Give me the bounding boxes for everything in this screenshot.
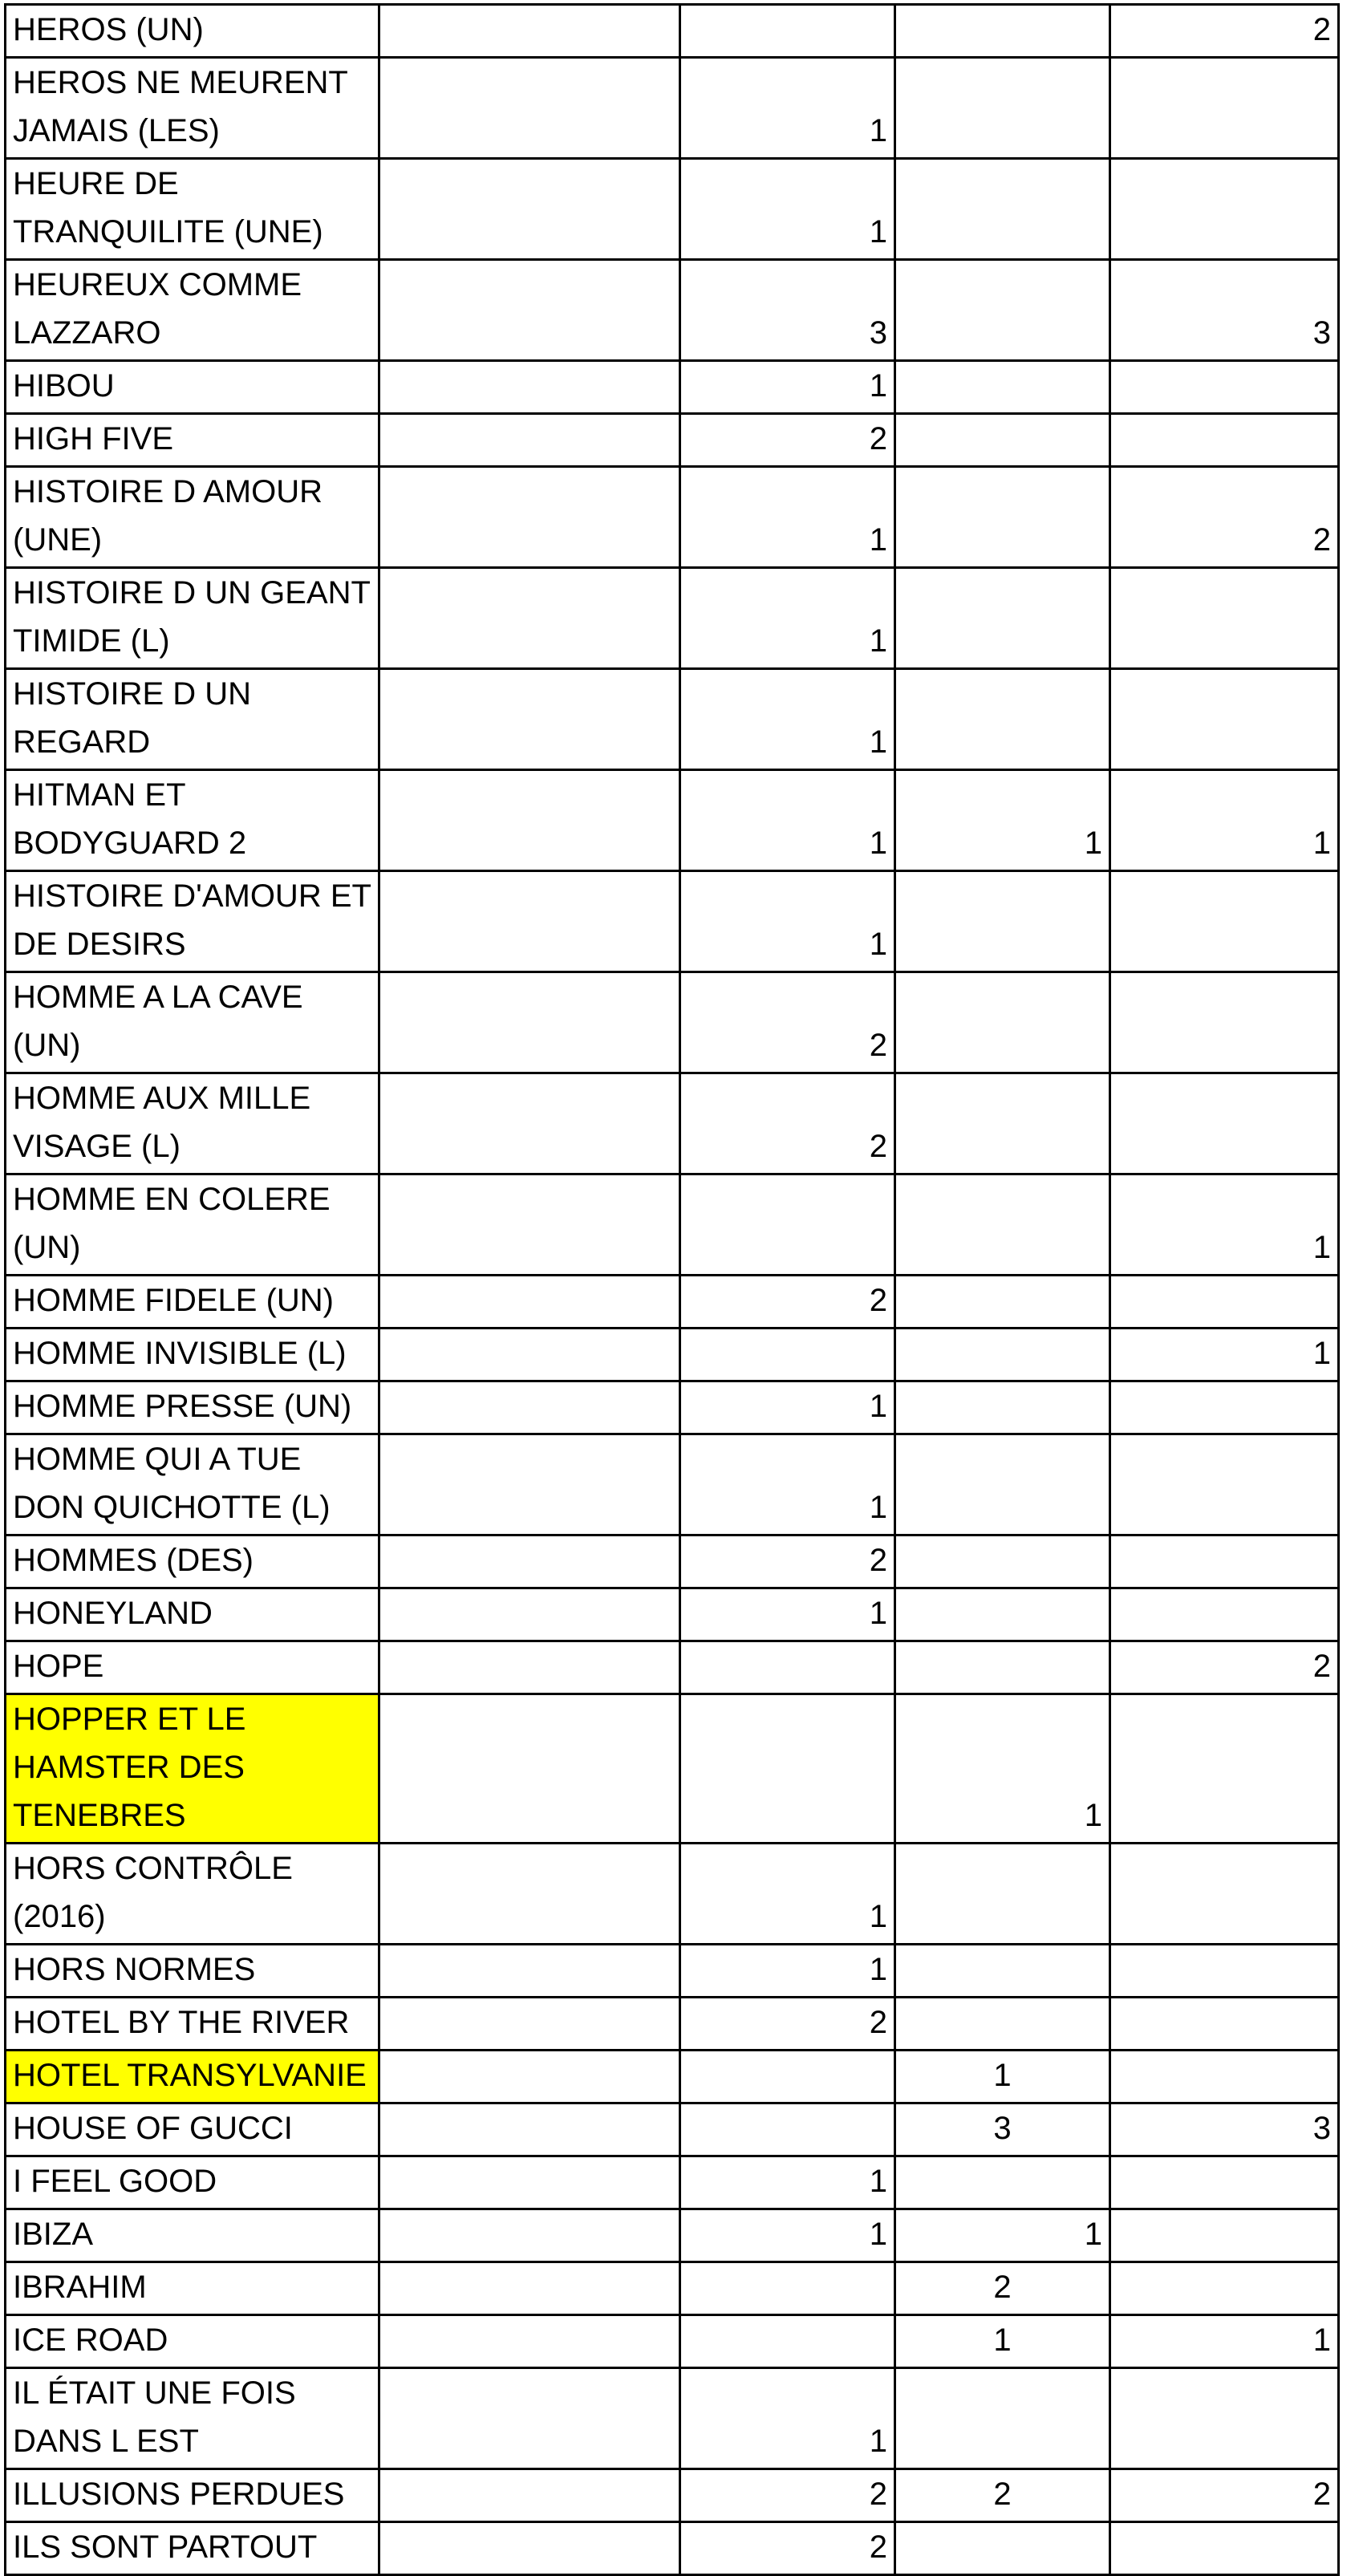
count-cell-c3[interactable]: 1 bbox=[680, 871, 895, 972]
count-cell-c3[interactable]: 1 bbox=[680, 2156, 895, 2209]
count-cell-c3[interactable] bbox=[680, 2315, 895, 2368]
count-cell-c4[interactable] bbox=[895, 58, 1110, 159]
count-cell-c5[interactable] bbox=[1110, 58, 1339, 159]
count-cell-c3[interactable] bbox=[680, 2103, 895, 2156]
count-cell-c2[interactable] bbox=[379, 2209, 680, 2262]
film-title-cell[interactable]: HEROS (UN) bbox=[6, 5, 379, 58]
table-row bbox=[6, 1434, 1339, 1535]
count-cell-c5[interactable] bbox=[1110, 2156, 1339, 2209]
count-cell-c3[interactable]: 2 bbox=[680, 972, 895, 1073]
count-cell-c2[interactable] bbox=[379, 770, 680, 871]
table-row bbox=[6, 568, 1339, 669]
table-row bbox=[6, 1844, 1339, 1945]
count-cell-c4[interactable]: 2 bbox=[895, 2469, 1110, 2522]
count-cell-c3[interactable]: 2 bbox=[680, 1073, 895, 1174]
table-row bbox=[6, 159, 1339, 260]
count-cell-c3[interactable]: 1 bbox=[680, 58, 895, 159]
count-cell-c5[interactable] bbox=[1110, 669, 1339, 770]
film-title-cell[interactable]: HOMME AUX MILLE VISAGE (L) bbox=[6, 1073, 379, 1174]
count-cell-c4[interactable] bbox=[895, 159, 1110, 260]
film-title-cell[interactable]: HOPE bbox=[6, 1641, 379, 1694]
count-cell-c2[interactable] bbox=[379, 669, 680, 770]
count-cell-c3[interactable] bbox=[680, 1174, 895, 1276]
count-cell-c2[interactable] bbox=[379, 871, 680, 972]
count-cell-c2[interactable] bbox=[379, 2156, 680, 2209]
table-row bbox=[6, 2368, 1339, 2469]
table-row bbox=[6, 1945, 1339, 1998]
count-cell-c4[interactable] bbox=[895, 1276, 1110, 1329]
count-cell-c3[interactable]: 1 bbox=[680, 1588, 895, 1641]
count-cell-c3[interactable] bbox=[680, 2051, 895, 2103]
table-row bbox=[6, 2156, 1339, 2209]
film-title-cell[interactable]: HISTOIRE D AMOUR (UNE) bbox=[6, 467, 379, 568]
count-cell-c2[interactable] bbox=[379, 1276, 680, 1329]
count-cell-c5[interactable] bbox=[1110, 1381, 1339, 1434]
count-cell-c5[interactable] bbox=[1110, 1588, 1339, 1641]
count-cell-c4[interactable] bbox=[895, 568, 1110, 669]
count-cell-c2[interactable] bbox=[379, 1641, 680, 1694]
count-cell-c4[interactable] bbox=[895, 1641, 1110, 1694]
count-cell-c4[interactable] bbox=[895, 1945, 1110, 1998]
count-cell-c3[interactable]: 1 bbox=[680, 2368, 895, 2469]
count-cell-c4[interactable] bbox=[895, 2522, 1110, 2575]
film-title-cell[interactable]: HISTOIRE D UN REGARD bbox=[6, 669, 379, 770]
count-cell-c2[interactable] bbox=[379, 1434, 680, 1535]
count-cell-c2[interactable] bbox=[379, 1535, 680, 1588]
count-cell-c4[interactable] bbox=[895, 972, 1110, 1073]
count-cell-c2[interactable] bbox=[379, 972, 680, 1073]
table-row bbox=[6, 770, 1339, 871]
count-cell-c3[interactable]: 1 bbox=[680, 669, 895, 770]
film-title-cell[interactable]: HORS NORMES bbox=[6, 1945, 379, 1998]
count-cell-c4[interactable] bbox=[895, 5, 1110, 58]
count-cell-c5[interactable] bbox=[1110, 414, 1339, 467]
count-cell-c4[interactable] bbox=[895, 1381, 1110, 1434]
count-cell-c4[interactable] bbox=[895, 1174, 1110, 1276]
count-cell-c2[interactable] bbox=[379, 159, 680, 260]
film-title-cell[interactable]: ILS SONT PARTOUT bbox=[6, 2522, 379, 2575]
film-title-cell[interactable]: HOMME PRESSE (UN) bbox=[6, 1381, 379, 1434]
film-title-cell[interactable]: HEURE DE TRANQUILITE (UNE) bbox=[6, 159, 379, 260]
film-title-cell[interactable]: HOTEL BY THE RIVER bbox=[6, 1998, 379, 2051]
count-cell-c4[interactable]: 2 bbox=[895, 2262, 1110, 2315]
count-cell-c3[interactable]: 1 bbox=[680, 568, 895, 669]
count-cell-c5[interactable] bbox=[1110, 1535, 1339, 1588]
film-title-cell[interactable]: HISTOIRE D UN GEANT TIMIDE (L) bbox=[6, 568, 379, 669]
count-cell-c2[interactable] bbox=[379, 414, 680, 467]
table-row bbox=[6, 2051, 1339, 2103]
count-cell-c3[interactable]: 1 bbox=[680, 159, 895, 260]
count-cell-c5[interactable] bbox=[1110, 1844, 1339, 1945]
count-cell-c3[interactable]: 1 bbox=[680, 1945, 895, 1998]
count-cell-c5[interactable] bbox=[1110, 1945, 1339, 1998]
count-cell-c3[interactable]: 1 bbox=[680, 2209, 895, 2262]
table-body bbox=[6, 5, 1339, 2575]
count-cell-c3[interactable] bbox=[680, 2262, 895, 2315]
count-cell-c2[interactable] bbox=[379, 1844, 680, 1945]
film-count-table bbox=[4, 3, 1340, 2576]
film-title-cell[interactable]: ICE ROAD bbox=[6, 2315, 379, 2368]
count-cell-c5[interactable] bbox=[1110, 2262, 1339, 2315]
film-title-cell[interactable]: I FEEL GOOD bbox=[6, 2156, 379, 2209]
count-cell-c3[interactable]: 1 bbox=[680, 770, 895, 871]
table-row bbox=[6, 1535, 1339, 1588]
film-title-cell[interactable]: IL ÉTAIT UNE FOIS DANS L EST bbox=[6, 2368, 379, 2469]
count-cell-c2[interactable] bbox=[379, 2522, 680, 2575]
count-cell-c2[interactable] bbox=[379, 58, 680, 159]
count-cell-c4[interactable] bbox=[895, 1073, 1110, 1174]
count-cell-c2[interactable] bbox=[379, 1945, 680, 1998]
count-cell-c5[interactable] bbox=[1110, 1998, 1339, 2051]
film-title-cell[interactable]: HOMME FIDELE (UN) bbox=[6, 1276, 379, 1329]
count-cell-c5[interactable] bbox=[1110, 2051, 1339, 2103]
film-title-cell[interactable]: HOMME A LA CAVE (UN) bbox=[6, 972, 379, 1073]
count-cell-c3[interactable]: 1 bbox=[680, 1381, 895, 1434]
table-row bbox=[6, 58, 1339, 159]
count-cell-c2[interactable] bbox=[379, 1174, 680, 1276]
count-cell-c5[interactable] bbox=[1110, 1694, 1339, 1844]
table-row bbox=[6, 5, 1339, 58]
film-title-cell[interactable]: HORS CONTRÔLE (2016) bbox=[6, 1844, 379, 1945]
table-row bbox=[6, 2522, 1339, 2575]
count-cell-c2[interactable] bbox=[379, 568, 680, 669]
table-row bbox=[6, 1998, 1339, 2051]
table-row bbox=[6, 669, 1339, 770]
count-cell-c5[interactable] bbox=[1110, 159, 1339, 260]
film-title-cell[interactable]: HIBOU bbox=[6, 361, 379, 414]
count-cell-c5[interactable]: 2 bbox=[1110, 467, 1339, 568]
count-cell-c4[interactable] bbox=[895, 361, 1110, 414]
count-cell-c3[interactable]: 1 bbox=[680, 1844, 895, 1945]
film-title-cell[interactable]: HOMME QUI A TUE DON QUICHOTTE (L) bbox=[6, 1434, 379, 1535]
count-cell-c3[interactable]: 1 bbox=[680, 467, 895, 568]
count-cell-c4[interactable] bbox=[895, 1434, 1110, 1535]
count-cell-c4[interactable] bbox=[895, 2156, 1110, 2209]
count-cell-c2[interactable] bbox=[379, 1329, 680, 1381]
count-cell-c4[interactable]: 1 bbox=[895, 1694, 1110, 1844]
count-cell-c4[interactable]: 1 bbox=[895, 2315, 1110, 2368]
count-cell-c3[interactable]: 1 bbox=[680, 361, 895, 414]
spreadsheet bbox=[4, 3, 1337, 2576]
count-cell-c2[interactable] bbox=[379, 260, 680, 361]
count-cell-c5[interactable]: 1 bbox=[1110, 1329, 1339, 1381]
count-cell-c3[interactable] bbox=[680, 1694, 895, 1844]
count-cell-c2[interactable] bbox=[379, 1073, 680, 1174]
table-row bbox=[6, 1329, 1339, 1381]
count-cell-c4[interactable] bbox=[895, 1844, 1110, 1945]
count-cell-c2[interactable] bbox=[379, 467, 680, 568]
film-title-cell[interactable]: HOUSE OF GUCCI bbox=[6, 2103, 379, 2156]
count-cell-c2[interactable] bbox=[379, 1588, 680, 1641]
count-cell-c5[interactable]: 3 bbox=[1110, 2103, 1339, 2156]
film-title-cell[interactable]: HOMMES (DES) bbox=[6, 1535, 379, 1588]
count-cell-c4[interactable] bbox=[895, 467, 1110, 568]
film-title-cell[interactable]: HEUREUX COMME LAZZARO bbox=[6, 260, 379, 361]
count-cell-c4[interactable]: 1 bbox=[895, 2209, 1110, 2262]
count-cell-c3[interactable]: 3 bbox=[680, 260, 895, 361]
table-row bbox=[6, 1588, 1339, 1641]
count-cell-c3[interactable]: 2 bbox=[680, 1998, 895, 2051]
count-cell-c2[interactable] bbox=[379, 5, 680, 58]
table-row bbox=[6, 2209, 1339, 2262]
count-cell-c2[interactable] bbox=[379, 1694, 680, 1844]
count-cell-c3[interactable] bbox=[680, 5, 895, 58]
count-cell-c3[interactable] bbox=[680, 1329, 895, 1381]
count-cell-c3[interactable]: 1 bbox=[680, 1434, 895, 1535]
count-cell-c5[interactable] bbox=[1110, 1276, 1339, 1329]
film-title-cell[interactable]: HITMAN ET BODYGUARD 2 bbox=[6, 770, 379, 871]
table-row bbox=[6, 871, 1339, 972]
film-title-cell[interactable]: ILLUSIONS PERDUES bbox=[6, 2469, 379, 2522]
count-cell-c2[interactable] bbox=[379, 361, 680, 414]
count-cell-c5[interactable]: 2 bbox=[1110, 2469, 1339, 2522]
count-cell-c3[interactable]: 2 bbox=[680, 1535, 895, 1588]
count-cell-c4[interactable] bbox=[895, 1588, 1110, 1641]
table-row bbox=[6, 414, 1339, 467]
table-row bbox=[6, 1276, 1339, 1329]
count-cell-c4[interactable]: 3 bbox=[895, 2103, 1110, 2156]
count-cell-c4[interactable]: 1 bbox=[895, 770, 1110, 871]
count-cell-c5[interactable] bbox=[1110, 2209, 1339, 2262]
count-cell-c2[interactable] bbox=[379, 1998, 680, 2051]
table-row bbox=[6, 1694, 1339, 1844]
count-cell-c2[interactable] bbox=[379, 1381, 680, 1434]
count-cell-c2[interactable] bbox=[379, 2469, 680, 2522]
count-cell-c3[interactable]: 2 bbox=[680, 414, 895, 467]
film-title-cell[interactable]: HISTOIRE D'AMOUR ET DE DESIRS bbox=[6, 871, 379, 972]
count-cell-c4[interactable] bbox=[895, 414, 1110, 467]
count-cell-c5[interactable]: 2 bbox=[1110, 5, 1339, 58]
count-cell-c3[interactable]: 2 bbox=[680, 2522, 895, 2575]
count-cell-c2[interactable] bbox=[379, 2368, 680, 2469]
count-cell-c3[interactable]: 2 bbox=[680, 2469, 895, 2522]
count-cell-c3[interactable]: 2 bbox=[680, 1276, 895, 1329]
film-title-cell[interactable]: HOMME EN COLERE (UN) bbox=[6, 1174, 379, 1276]
count-cell-c5[interactable]: 1 bbox=[1110, 1174, 1339, 1276]
count-cell-c5[interactable] bbox=[1110, 2522, 1339, 2575]
count-cell-c2[interactable] bbox=[379, 2262, 680, 2315]
count-cell-c4[interactable] bbox=[895, 669, 1110, 770]
count-cell-c5[interactable]: 1 bbox=[1110, 2315, 1339, 2368]
table-row bbox=[6, 2103, 1339, 2156]
count-cell-c3[interactable] bbox=[680, 1641, 895, 1694]
table-row bbox=[6, 467, 1339, 568]
film-title-cell[interactable]: HOTEL TRANSYLVANIE bbox=[6, 2051, 379, 2103]
count-cell-c5[interactable] bbox=[1110, 972, 1339, 1073]
count-cell-c4[interactable] bbox=[895, 1998, 1110, 2051]
table-row bbox=[6, 1073, 1339, 1174]
count-cell-c5[interactable] bbox=[1110, 1434, 1339, 1535]
film-title-cell[interactable]: HOPPER ET LE HAMSTER DES TENEBRES bbox=[6, 1694, 379, 1844]
table-row bbox=[6, 972, 1339, 1073]
table-row bbox=[6, 1381, 1339, 1434]
film-title-cell[interactable]: IBIZA bbox=[6, 2209, 379, 2262]
table-row bbox=[6, 1641, 1339, 1694]
film-title-cell[interactable]: HIGH FIVE bbox=[6, 414, 379, 467]
count-cell-c5[interactable]: 3 bbox=[1110, 260, 1339, 361]
film-title-cell[interactable]: HONEYLAND bbox=[6, 1588, 379, 1641]
count-cell-c4[interactable] bbox=[895, 1329, 1110, 1381]
count-cell-c5[interactable] bbox=[1110, 2368, 1339, 2469]
count-cell-c4[interactable] bbox=[895, 871, 1110, 972]
count-cell-c5[interactable] bbox=[1110, 568, 1339, 669]
count-cell-c5[interactable] bbox=[1110, 361, 1339, 414]
table-row bbox=[6, 361, 1339, 414]
count-cell-c5[interactable] bbox=[1110, 871, 1339, 972]
table-row bbox=[6, 2469, 1339, 2522]
count-cell-c4[interactable]: 1 bbox=[895, 2051, 1110, 2103]
count-cell-c2[interactable] bbox=[379, 2051, 680, 2103]
count-cell-c4[interactable] bbox=[895, 260, 1110, 361]
count-cell-c5[interactable]: 1 bbox=[1110, 770, 1339, 871]
film-title-cell[interactable]: HEROS NE MEURENT JAMAIS (LES) bbox=[6, 58, 379, 159]
film-title-cell[interactable]: HOMME INVISIBLE (L) bbox=[6, 1329, 379, 1381]
count-cell-c2[interactable] bbox=[379, 2315, 680, 2368]
count-cell-c4[interactable] bbox=[895, 1535, 1110, 1588]
table-row bbox=[6, 2262, 1339, 2315]
count-cell-c2[interactable] bbox=[379, 2103, 680, 2156]
count-cell-c5[interactable] bbox=[1110, 1073, 1339, 1174]
film-title-cell[interactable]: IBRAHIM bbox=[6, 2262, 379, 2315]
table-row bbox=[6, 260, 1339, 361]
count-cell-c4[interactable] bbox=[895, 2368, 1110, 2469]
table-row bbox=[6, 1174, 1339, 1276]
table-row bbox=[6, 2315, 1339, 2368]
count-cell-c5[interactable]: 2 bbox=[1110, 1641, 1339, 1694]
